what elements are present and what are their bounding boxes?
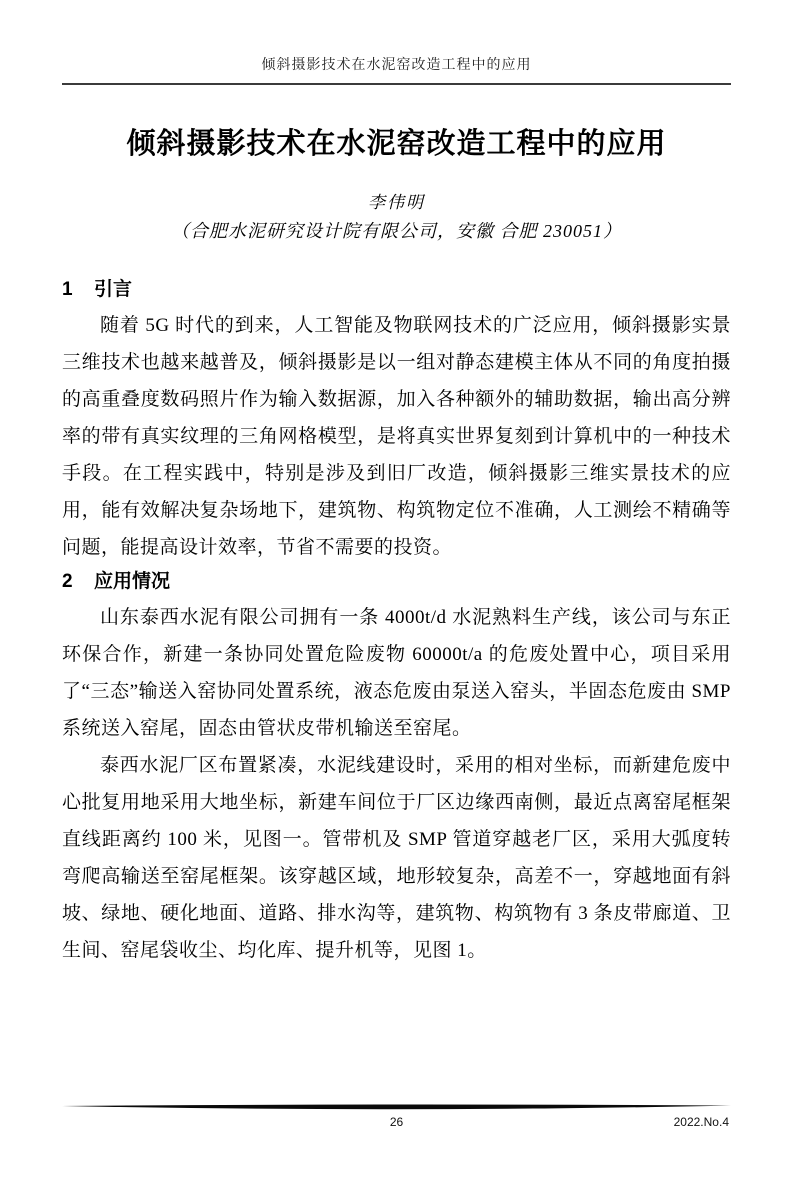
section-1-number: 1: [62, 279, 73, 300]
footer-text-row: [62, 1114, 731, 1130]
author-affiliation: （合肥水泥研究设计院有限公司，安徽 合肥 230051）: [171, 221, 622, 241]
section-2-title: 应用情况: [94, 571, 171, 592]
page-footer: [62, 1103, 731, 1130]
running-header-title: 倾斜摄影技术在水泥窑改造工程中的应用: [261, 58, 532, 73]
footer-divider-bar: [62, 1103, 731, 1113]
section-application: [62, 567, 731, 969]
section-1-title: 引言: [94, 279, 133, 300]
section-2-number: 2: [62, 571, 73, 592]
section-1-paragraph-1: 随着 5G 时代的到来，人工智能及物联网技术的广泛应用，倾斜摄影实景三维技术也越来越普及，倾斜摄影是以一组对静态建模主体从不同的角度拍摄的高重叠度数码照片作为输入数据源，加入各种额外的辅助数据，输出高分辨率的带有真实纹理的三角网格模型，是将真实世界复刻到计算机中的一种技术手段。在工程实践中，特别是涉及到旧厂改造，倾斜摄影三维实景技术的应用，能有效解决复杂场地下，建筑物、构筑物定位不准确，人工测绘不精确等问题，能提高设计效率，节省不需要的投资。: [62, 315, 731, 558]
section-1-heading: [62, 275, 731, 304]
section-introduction: [62, 275, 731, 566]
author-name: 李伟明: [368, 193, 425, 212]
section-2-paragraph-2: 泰西水泥厂区布置紧凑，水泥线建设时，采用的相对坐标，而新建危废中心批复用地采用大地坐标，新建车间位于厂区边缘西南侧，最近点离窑尾框架直线距离约 100 米，见图一。管带机及 SMP 管道穿越老厂区，采用大弧度转弯爬高输送至窑尾框架。该穿越区域，地形较复杂，高差不一，穿越地面有斜坡、绿地、硬化地面、道路、排水沟等，建筑物、构筑物有 3 条皮带廊道、卫生间、窑尾袋收尘、均化库、提升机等，见图 1。: [62, 755, 731, 961]
page-number: 26: [389, 1115, 404, 1129]
section-2-heading: [62, 567, 731, 596]
header-rule: [62, 83, 731, 85]
article-title: 倾斜摄影技术在水泥窑改造工程中的应用: [126, 128, 667, 160]
document-page: [0, 57, 793, 1179]
section-2-paragraph-1: 山东泰西水泥有限公司拥有一条 4000t/d 水泥熟料生产线，该公司与东正环保合作，新建一条协同处置危险废物 60000t/a 的危废处置中心，项目采用了“三态”输送入窑协同处置系统，液态危废由泵送入窑头，半固态危废由 SMP 系统送入窑尾，固态由管状皮带机输送至窑尾。: [62, 607, 731, 739]
issue-label: 2022.No.4: [673, 1115, 729, 1129]
